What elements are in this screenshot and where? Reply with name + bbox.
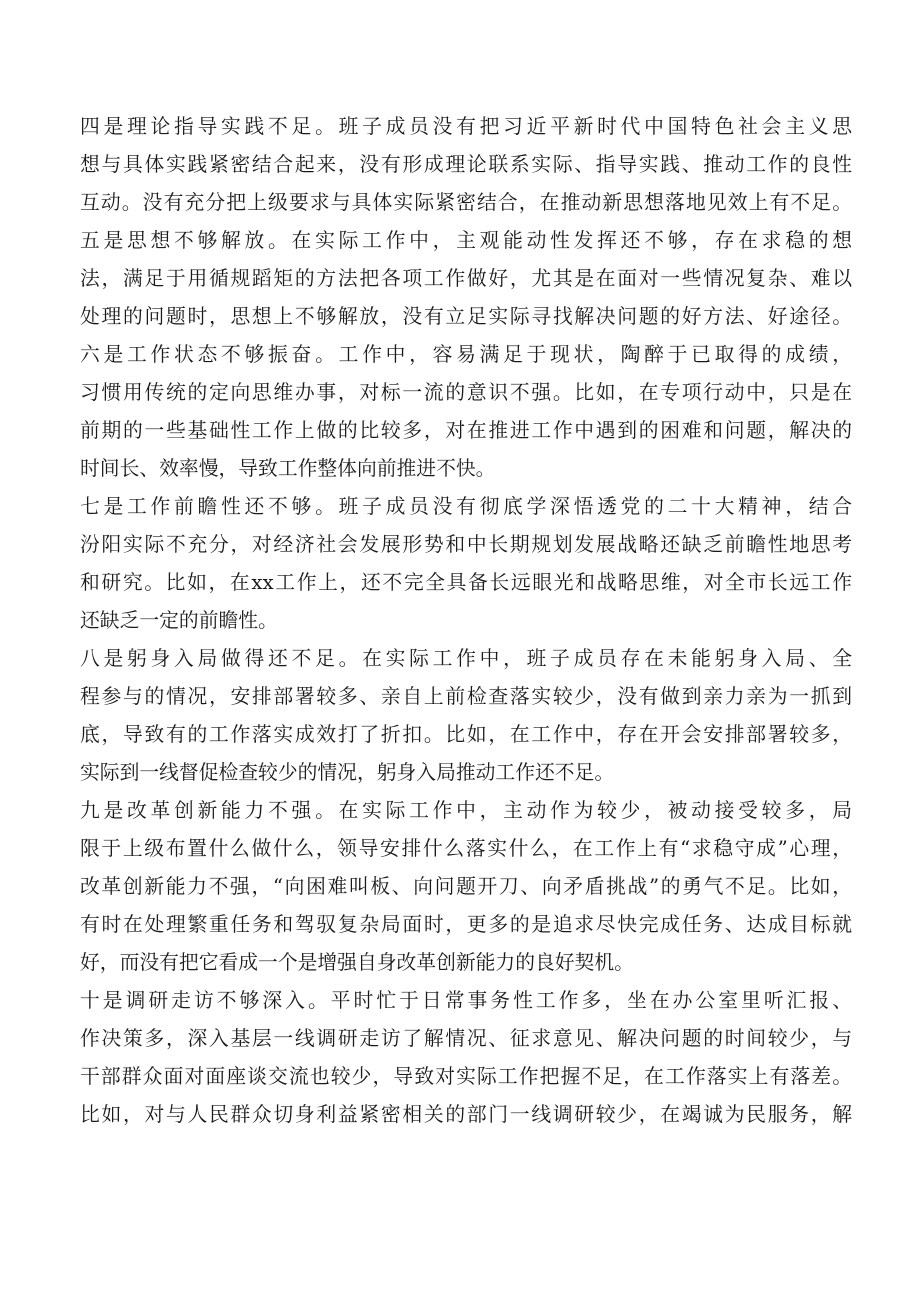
paragraph-5-line-4: 实际到一线督促检查较少的情况，躬身入局推动工作还不足。	[80, 761, 615, 784]
paragraph-7-line-2: 作决策多，深入基层一线调研走访了解情况、征求意见、解决问题的时间较少，与	[80, 1027, 852, 1050]
paragraph-1-line-1: 四是理论指导实践不足。班子成员没有把习近平新时代中国特色社会主义思	[80, 115, 852, 138]
paragraph-5-line-2: 程参与的情况，安排部署较多、亲自上前检查落实较少，没有做到亲力亲为一抓到	[80, 685, 852, 708]
paragraph-3-line-3: 前期的一些基础性工作上做的比较多，对在推进工作中遇到的困难和问题，解决的	[80, 419, 852, 442]
paragraph-7-line-1: 十是调研走访不够深入。平时忙于日常事务性工作多，坐在办公室里听汇报、	[80, 989, 852, 1012]
document-page	[80, 108, 852, 1134]
paragraph-1-line-3: 互动。没有充分把上级要求与具体实际紧密结合，在推动新思想落地见效上有不足。	[80, 191, 852, 214]
paragraph-7-line-4: 比如，对与人民群众切身利益紧密相关的部门一线调研较少，在竭诚为民服务，解	[80, 1103, 852, 1126]
paragraph-4-line-2: 汾阳实际不充分，对经济社会发展形势和中长期规划发展战略还缺乏前瞻性地思考	[80, 533, 852, 556]
paragraph-4-line-1: 七是工作前瞻性还不够。班子成员没有彻底学深悟透党的二十大精神，结合	[80, 495, 852, 518]
paragraph-6-line-3: 改革创新能力不强，“向困难叫板、向问题开刀、向矛盾挑战”的勇气不足。比如，	[80, 875, 852, 898]
paragraph-3-line-2: 习惯用传统的定向思维办事，对标一流的意识不强。比如，在专项行动中，只是在	[80, 381, 852, 404]
paragraph-4-line-3: 和研究。比如，在xx工作上，还不完全具备长远眼光和战略思维，对全市长远工作	[80, 571, 852, 594]
paragraph-3-line-1: 六是工作状态不够振奋。工作中，容易满足于现状，陶醉于已取得的成绩，	[80, 343, 852, 366]
paragraph-6-line-4: 有时在处理繁重任务和驾驭复杂局面时，更多的是追求尽快完成任务、达成目标就	[80, 913, 852, 936]
paragraph-5-line-3: 底，导致有的工作落实成效打了折扣。比如，在工作中，存在开会安排部署较多，	[80, 723, 852, 746]
paragraph-2-line-2: 法，满足于用循规蹈矩的方法把各项工作做好，尤其是在面对一些情况复杂、难以	[80, 267, 852, 290]
paragraph-5-line-1: 八是躬身入局做得还不足。在实际工作中，班子成员存在未能躬身入局、全	[80, 647, 852, 670]
paragraph-2-line-1: 五是思想不够解放。在实际工作中，主观能动性发挥还不够，存在求稳的想	[80, 229, 852, 252]
paragraph-7-line-3: 干部群众面对面座谈交流也较少，导致对实际工作把握不足，在工作落实上有落差。	[80, 1065, 852, 1088]
paragraph-6-line-2: 限于上级布置什么做什么，领导安排什么落实什么，在工作上有“求稳守成”心理，	[80, 837, 852, 860]
paragraph-1-line-2: 想与具体实践紧密结合起来，没有形成理论联系实际、指导实践、推动工作的良性	[80, 153, 852, 176]
paragraph-2-line-3: 处理的问题时，思想上不够解放，没有立足实际寻找解决问题的好方法、好途径。	[80, 305, 852, 328]
paragraph-6-line-5: 好，而没有把它看成一个是增强自身改革创新能力的良好契机。	[80, 951, 634, 974]
paragraph-6-line-1: 九是改革创新能力不强。在实际工作中，主动作为较少，被动接受较多，局	[80, 799, 852, 822]
paragraph-4-line-4: 还缺乏一定的前瞻性。	[80, 609, 278, 632]
paragraph-3-line-4: 时间长、效率慢，导致工作整体向前推进不快。	[80, 457, 496, 480]
